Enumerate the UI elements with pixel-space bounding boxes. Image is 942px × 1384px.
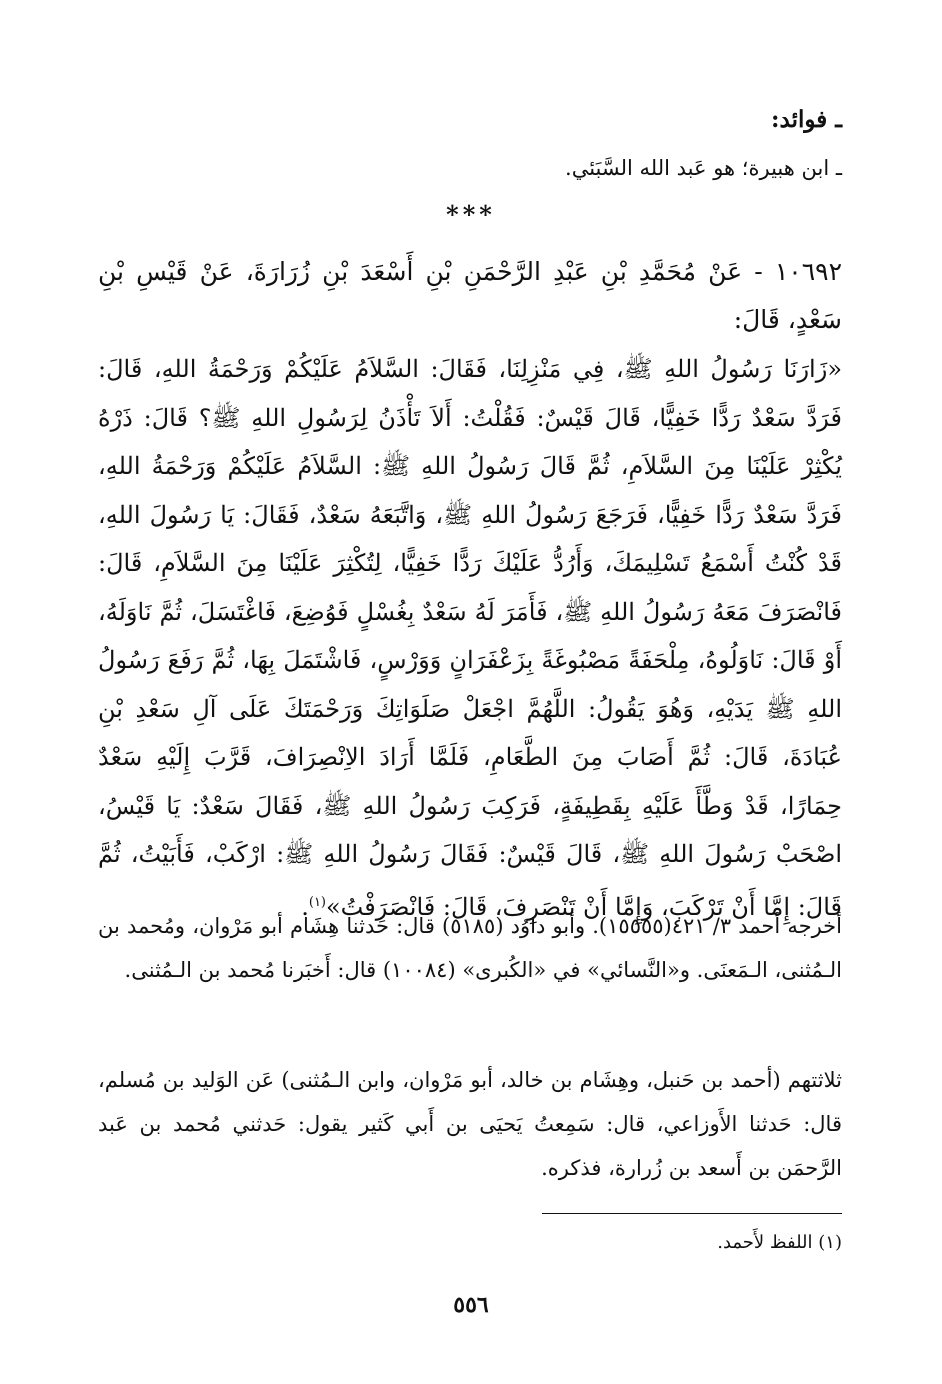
benefits-line: ـ ابن هبيرة؛ هو عَبد الله السَّبَئي. — [565, 156, 842, 180]
hadith-isnad-intro: ١٠٦٩٢ - عَنْ مُحَمَّدِ بْنِ عَبْدِ الرَّحْمَنِ بْنِ أَسْعَدَ بْنِ زُرَارَةَ، عَنْ قَيْسِ بْنِ سَعْدٍ، قَالَ: — [98, 257, 842, 334]
page-number: ٥٥٦ — [453, 1292, 489, 1318]
hadith-matn-text: «زَارَنَا رَسُولُ اللهِ ﷺ، فِي مَنْزِلِنَا، فَقَالَ: السَّلاَمُ عَلَيْكُمْ وَرَحْمَةُ اللهِ، قَالَ: فَرَدَّ سَعْدٌ رَدًّا خَفِيًّا، قَالَ قَيْسٌ: فَقُلْتُ: أَلاَ تَأْذَنُ لِرَسُولِ اللهِ ﷺ؟ قَالَ: ذَرْهُ يُكْثِرْ عَلَيْنَا مِنَ السَّلاَمِ، ثُمَّ قَالَ رَسُولُ اللهِ ﷺ: السَّلاَمُ عَلَيْكُمْ وَرَحْمَةُ اللهِ، فَرَدَّ سَعْدٌ رَدًّا خَفِيًّا، فَرَجَعَ رَسُولُ اللهِ ﷺ، وَاتَّبَعَهُ سَعْدٌ، فَقَالَ: يَا رَسُولَ اللهِ، قَدْ كُنْتُ أَسْمَعُ تَسْلِيمَكَ، وَأَرُدُّ عَلَيْكَ رَدًّا خَفِيًّا، لِتُكْثِرَ عَلَيْنَا مِنَ السَّلاَمِ، قَالَ: فَانْصَرَفَ مَعَهُ رَسُولُ اللهِ ﷺ، فَأَمَرَ لَهُ سَعْدٌ بِغُسْلٍ فَوُضِعَ، فَاغْتَسَلَ، ثُمَّ نَاوَلَهُ، أَوْ قَالَ: نَاوَلُوهُ، مِلْحَفَةً مَصْبُوغَةً بِزَعْفَرَانٍ وَوَرْسٍ، فَاشْتَمَلَ بِهَا، ثُمَّ رَفَعَ رَسُولُ اللهِ ﷺ يَدَيْهِ، وَهُوَ يَقُولُ: اللَّهُمَّ اجْعَلْ صَلَوَاتِكَ وَرَحْمَتَكَ عَلَى آلِ سَعْدِ بْنِ عُبَادَةَ، قَالَ: ثُمَّ أَصَابَ مِنَ الطَّعَامِ، فَلَمَّا أَرَادَ الاِنْصِرَافَ، قَرَّبَ إِلَيْهِ سَعْدٌ حِمَارًا، قَدْ وَطَّأَ عَلَيْهِ بِقَطِيفَةٍ، فَرَكِبَ رَسُولُ اللهِ ﷺ، فَقَالَ سَعْدٌ: يَا قَيْسُ، اصْحَبْ رَسُولَ اللهِ ﷺ، قَالَ قَيْسٌ: فَقَالَ رَسُولُ اللهِ ﷺ: ارْكَبْ، فَأَبَيْتُ، ثُمَّ قَالَ: إِمَّا أَنْ تَرْكَبَ، وَإِمَّا أَنْ تَنْصَرِفَ، قَالَ: فَانْصَرَفْتُ» — [98, 355, 842, 921]
hadith-matn: «زَارَنَا رَسُولُ اللهِ ﷺ، فِي مَنْزِلِنَا، فَقَالَ: السَّلاَمُ عَلَيْكُمْ وَرَحْمَةُ اللهِ، قَالَ: فَرَدَّ سَعْدٌ رَدًّا خَفِيًّا، قَالَ قَيْسٌ: فَقُلْتُ: أَلاَ تَأْذَنُ لِرَسُولِ اللهِ ﷺ؟ قَالَ: ذَرْهُ يُكْثِرْ عَلَيْنَا مِنَ السَّلاَمِ، ثُمَّ قَالَ رَسُولُ اللهِ ﷺ: السَّلاَمُ عَلَيْكُمْ وَرَحْمَةُ اللهِ، فَرَدَّ سَعْدٌ رَدًّا خَفِيًّا، فَرَجَعَ رَسُولُ اللهِ ﷺ، وَاتَّبَعَهُ سَعْدٌ، فَقَالَ: يَا رَسُولَ اللهِ، قَدْ كُنْتُ أَسْمَعُ تَسْلِيمَكَ، وَأَرُدُّ عَلَيْكَ رَدًّا خَفِيًّا، لِتُكْثِرَ عَلَيْنَا مِنَ السَّلاَمِ، قَالَ: فَانْصَرَفَ مَعَهُ رَسُولُ اللهِ ﷺ، فَأَمَرَ لَهُ سَعْدٌ بِغُسْلٍ فَوُضِعَ، فَاغْتَسَلَ، ثُمَّ نَاوَلَهُ، أَوْ قَالَ: نَاوَلُوهُ، مِلْحَفَةً مَصْبُوغَةً بِزَعْفَرَانٍ وَوَرْسٍ، فَاشْتَمَلَ بِهَا، ثُمَّ رَفَعَ رَسُولُ اللهِ ﷺ يَدَيْهِ، وَهُوَ يَقُولُ: اللَّهُمَّ اجْعَلْ صَلَوَاتِكَ وَرَحْمَتَكَ عَلَى آلِ سَعْدِ بْنِ عُبَادَةَ، قَالَ: ثُمَّ أَصَابَ مِنَ الطَّعَامِ، فَلَمَّا أَرَادَ الاِنْصِرَافَ، قَرَّبَ إِلَيْهِ سَعْدٌ حِمَارًا، قَدْ وَطَّأَ عَلَيْهِ بِقَطِيفَةٍ، فَرَكِبَ رَسُولُ اللهِ ﷺ، فَقَالَ سَعْدٌ: يَا قَيْسُ، اصْحَبْ رَسُولَ اللهِ ﷺ، قَالَ قَيْسٌ: فَقَالَ رَسُولُ اللهِ ﷺ: ارْكَبْ، فَأَبَيْتُ، ثُمَّ قَالَ: إِمَّا أَنْ تَرْكَبَ، وَإِمَّا أَنْ تَنْصَرِفَ، قَالَ: فَانْصَرَفْتُ»$^{(١)}$. — [98, 355, 842, 921]
footnote-divider — [542, 1213, 842, 1214]
benefits-heading: ـ فوائد: — [771, 106, 842, 133]
section-separator: *** — [446, 200, 496, 229]
footnote-reference: (١) — [308, 894, 326, 910]
takhrij-paragraph: أخرجه أحمد ٣/ ٤٢١(١٥٥٥٥). وأبو داوُد (٥١٨٥) قال: حَدثنا هِشَام أبو مَرْوان، ومُحمد بن الـمُثنى، الـمَعنَى. و«النَّسائي» في «الكُبرى» (١٠٠٨٤) قال: أَخبَرنا مُحمد بن الـمُثنى. — [98, 914, 842, 982]
footnote-text: (١) اللفظ لأَحمد. — [717, 1232, 842, 1253]
chain-paragraph: ثلاثتهم (أحمد بن حَنبل، وهِشَام بن خالد، أبو مَرْوان، وابن الـمُثنى) عَن الوَليد بن مُسلم، قال: حَدثنا الأَوزاعي، قال: سَمِعتُ يَحيَى بن أَبي كَثير يقول: حَدثني مُحمد بن عَبد الرَّحمَن بن أَسعد بن زُرارة، فذكره. — [98, 1068, 842, 1180]
